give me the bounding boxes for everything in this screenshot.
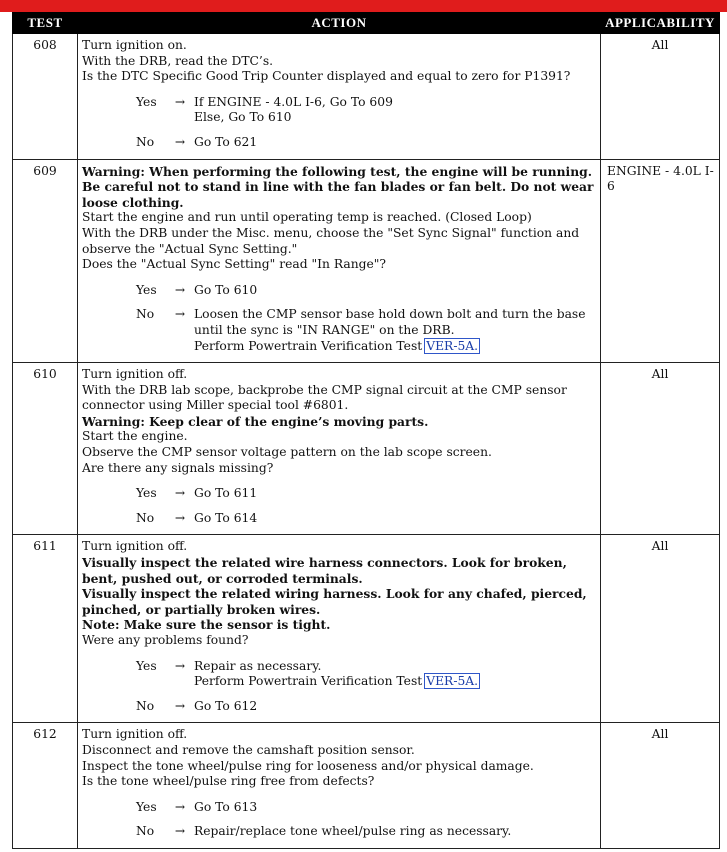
applicability-cell: All xyxy=(601,34,720,160)
answer-label: Yes xyxy=(136,282,157,297)
test-number: 610 xyxy=(13,363,78,535)
answer-option-no xyxy=(136,135,596,151)
answer-option-yes xyxy=(136,283,596,299)
applicability-cell: All xyxy=(601,723,720,849)
result-text: Go To 621 xyxy=(194,134,258,149)
header-action: ACTION xyxy=(78,13,601,34)
answer-label: No xyxy=(136,698,155,713)
instruction-text: Turn ignition off. xyxy=(82,367,188,382)
warning-text: Visually inspect the related wiring harness. Look for any chafed, pierced, pinched, or partially broken wires. xyxy=(82,586,587,617)
instruction-text: Turn ignition off. xyxy=(82,727,188,742)
instruction-text: With the DRB, read the DTC’s. xyxy=(82,53,274,68)
arrow-icon: → xyxy=(174,134,186,149)
test-number: 611 xyxy=(13,535,78,723)
answer-option-yes xyxy=(136,95,596,126)
result-text: Loosen the CMP sensor base hold down bolt and turn the base until the sync is "IN RANGE" on the DRB. xyxy=(194,307,586,337)
arrow-icon: → xyxy=(174,510,186,525)
arrow-icon: → xyxy=(174,824,186,839)
table-row xyxy=(13,34,720,160)
result-text: If ENGINE - 4.0L I-6, Go To 609 xyxy=(194,94,393,109)
result-text: Go To 613 xyxy=(194,799,258,814)
answer-label: Yes xyxy=(136,799,157,814)
instruction-text: Inspect the tone wheel/pulse ring for looseness and/or physical damage. xyxy=(82,758,534,773)
answer-label: No xyxy=(136,307,155,322)
applicability-cell: ENGINE - 4.0L I-6 xyxy=(601,159,720,363)
table-header-row xyxy=(13,13,720,34)
instruction-text: Does the "Actual Sync Setting" read "In Range"? xyxy=(82,257,387,272)
instruction-text: Turn ignition on. xyxy=(82,38,187,52)
action-cell xyxy=(78,34,601,160)
action-cell xyxy=(78,363,601,535)
answer-label: Yes xyxy=(136,658,157,673)
table-row xyxy=(13,535,720,723)
answer-option-no xyxy=(136,511,596,527)
answer-options xyxy=(136,659,596,715)
result-text: Else, Go To 610 xyxy=(194,110,292,125)
arrow-icon: → xyxy=(174,486,186,501)
arrow-icon: → xyxy=(174,698,186,713)
instruction-text: Start the engine and run until operating temp is reached. (Closed Loop) xyxy=(82,210,532,225)
action-cell xyxy=(78,535,601,723)
answer-result xyxy=(194,135,596,151)
table-row xyxy=(13,363,720,535)
action-cell xyxy=(78,723,601,849)
result-text: Perform Powertrain Verification Test VER-5A. xyxy=(194,674,479,689)
answer-result xyxy=(194,307,596,354)
arrow-icon: → xyxy=(174,94,186,109)
answer-label: Yes xyxy=(136,486,157,501)
answer-option-no xyxy=(136,307,596,354)
answer-result xyxy=(194,800,596,816)
applicability-cell: All xyxy=(601,535,720,723)
answer-option-yes xyxy=(136,659,596,690)
instruction-text: Are there any signals missing? xyxy=(82,460,274,475)
arrow-icon: → xyxy=(174,799,186,814)
instruction-text: Disconnect and remove the camshaft position sensor. xyxy=(82,742,415,757)
answer-result xyxy=(194,486,596,502)
result-text: Repair/replace tone wheel/pulse ring as necessary. xyxy=(194,824,512,839)
answer-label: No xyxy=(136,510,155,525)
answer-result xyxy=(194,283,596,299)
instruction-text: Observe the CMP sensor voltage pattern on the lab scope screen. xyxy=(82,445,492,460)
verification-test-link[interactable]: VER-5A. xyxy=(426,674,479,689)
arrow-icon: → xyxy=(174,282,186,297)
instruction-text: Is the tone wheel/pulse ring free from defects? xyxy=(82,774,375,789)
instruction-text: Turn ignition off. xyxy=(82,539,188,554)
answer-options xyxy=(136,800,596,840)
arrow-icon: → xyxy=(174,658,186,673)
answer-result xyxy=(194,511,596,527)
answer-option-no xyxy=(136,824,596,840)
result-text: Go To 610 xyxy=(194,282,258,297)
test-number: 608 xyxy=(13,34,78,160)
answer-options xyxy=(136,283,596,354)
warning-text: Note: Make sure the sensor is tight. xyxy=(82,617,331,633)
applicability-cell: All xyxy=(601,363,720,535)
instruction-text: With the DRB lab scope, backprobe the CMP signal circuit at the CMP sensor connector using Miller special tool #6801. xyxy=(82,382,567,413)
instruction-text: With the DRB under the Misc. menu, choose the "Set Sync Signal" function and observe the "Actual Sync Setting." xyxy=(82,225,580,256)
top-red-bar xyxy=(0,0,727,12)
answer-label: No xyxy=(136,134,155,149)
answer-result xyxy=(194,824,596,840)
answer-options xyxy=(136,95,596,151)
warning-text: Warning: When performing the following test, the engine will be running. Be careful not to stand in line with the fan blades or fan belt. Do not wear loose clothing. xyxy=(82,163,594,210)
result-text: Repair as necessary. xyxy=(194,658,322,673)
diagnostic-test-table xyxy=(12,12,720,849)
answer-result xyxy=(194,95,596,126)
warning-text: Visually inspect the related wire harness connectors. Look for broken, bent, pushed out, or corroded terminals. xyxy=(82,555,567,586)
answer-option-yes xyxy=(136,486,596,502)
instruction-text: Is the DTC Specific Good Trip Counter displayed and equal to zero for P1391? xyxy=(82,69,571,84)
instruction-text: Were any problems found? xyxy=(82,633,249,647)
instruction-text: Start the engine. xyxy=(82,429,188,444)
header-test: TEST xyxy=(13,13,78,34)
action-cell xyxy=(78,159,601,363)
table-row xyxy=(13,159,720,363)
result-text: Go To 612 xyxy=(194,698,258,713)
answer-result xyxy=(194,699,596,715)
answer-label: No xyxy=(136,824,155,839)
arrow-icon: → xyxy=(174,307,186,322)
verification-test-link[interactable]: VER-5A. xyxy=(426,338,479,353)
result-text: Go To 614 xyxy=(194,510,258,525)
warning-text: Warning: Keep clear of the engine’s moving parts. xyxy=(82,413,429,429)
result-text: Go To 611 xyxy=(194,486,258,501)
test-number: 609 xyxy=(13,159,78,363)
header-applicability: APPLICABILITY xyxy=(601,13,720,34)
answer-option-yes xyxy=(136,800,596,816)
table-row xyxy=(13,723,720,849)
answer-label: Yes xyxy=(136,94,157,109)
answer-result xyxy=(194,659,596,690)
test-number: 612 xyxy=(13,723,78,849)
result-text: Perform Powertrain Verification Test VER-5A. xyxy=(194,338,479,353)
answer-option-no xyxy=(136,699,596,715)
answer-options xyxy=(136,486,596,526)
